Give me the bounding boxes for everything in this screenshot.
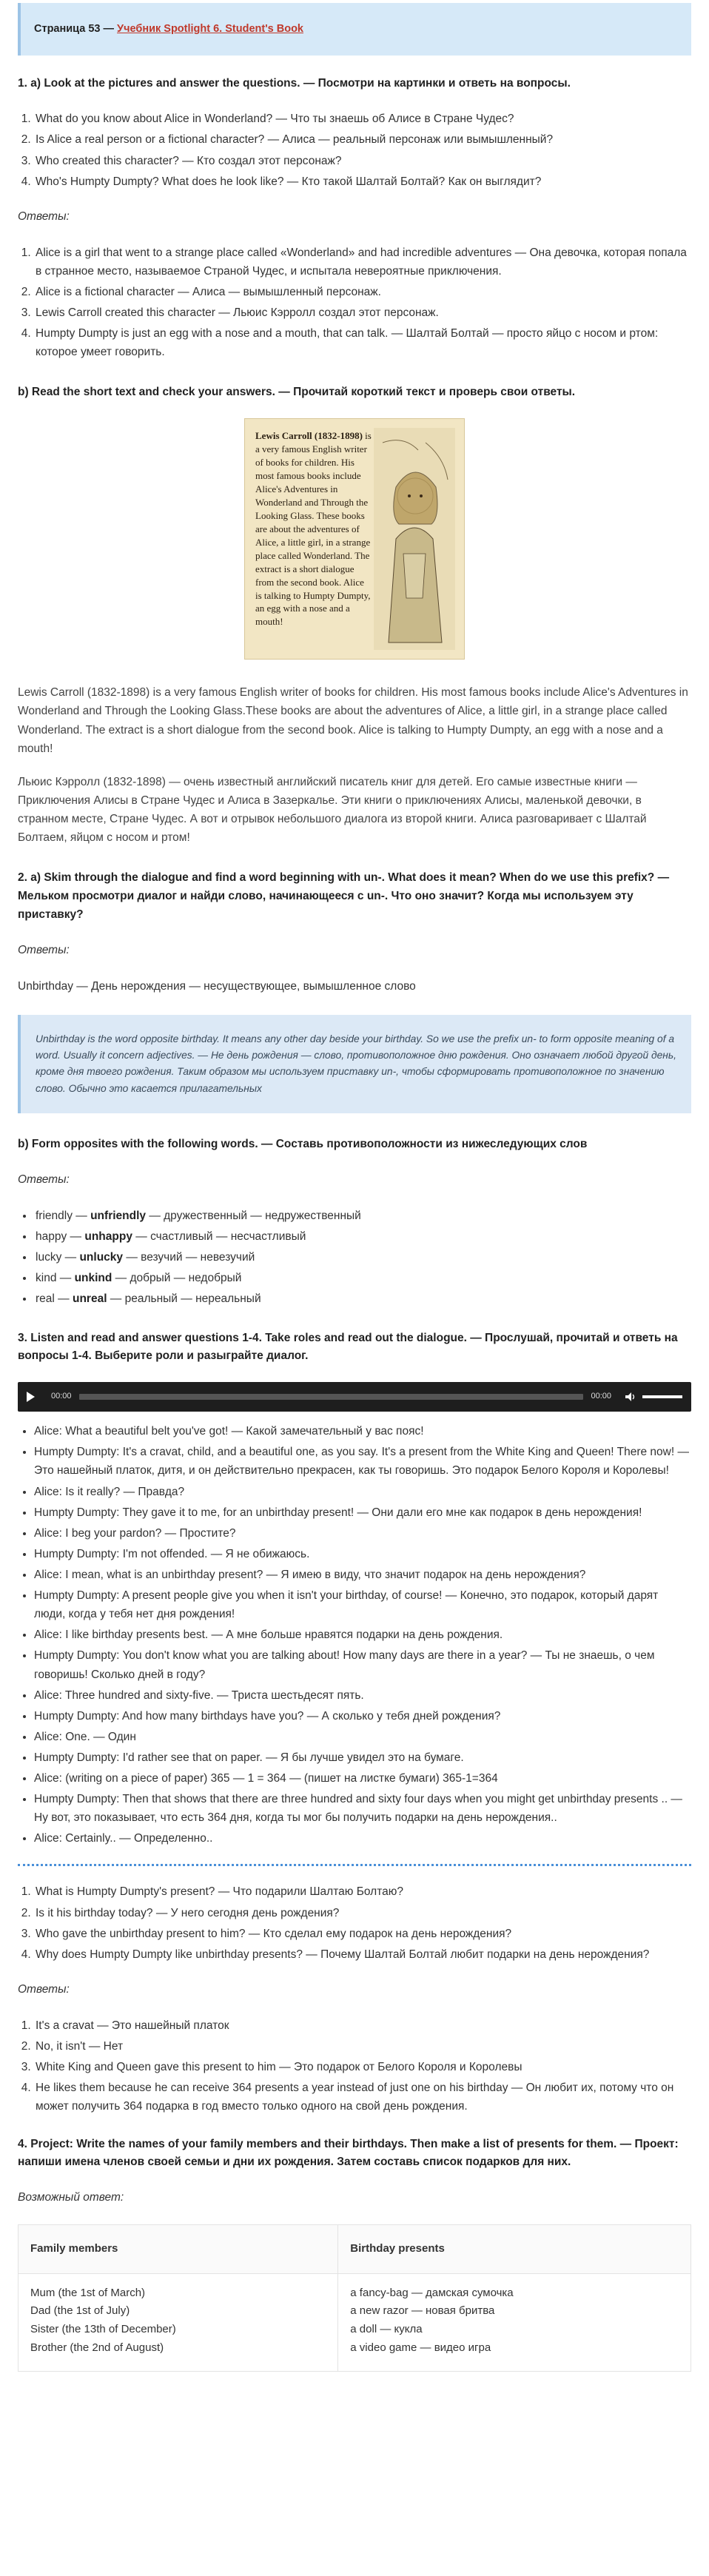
list-item: • friendly — unfriendly — дружественный — недружественный (34, 1207, 691, 1225)
presents-table (18, 2224, 691, 2371)
list-item: 3. Who created this character? — Кто создал этот персонаж? (34, 152, 691, 170)
list-item: • Humpty Dumpty: Then that shows that there are three hundred and sixty four days when you might get unbirthday presents .. — Ну вот, это показывает, что есть 364 дня, когда ты мог бы получить подарки на день нерождения.. (34, 1790, 691, 1827)
list-item: 3. Who gave the unbirthday present to him? — Кто сделал ему подарок на день нерождения? (34, 1925, 691, 1943)
task-1a-title: 1. a) Look at the pictures and answer the questions. — Посмотри на картинки и ответь на вопросы. (18, 77, 571, 90)
list-item: • Humpty Dumpty: You don't know what you are talking about! How many days are there in a year? — Ты не знаешь, о чем говоришь! Сколько дней в году? (34, 1646, 691, 1683)
list-item: • Alice: I mean, what is an unbirthday present? — Я имею в виду, что значит подарок на день нерождения? (34, 1566, 691, 1584)
task-3-answers (34, 2016, 691, 2116)
task-1a-questions (34, 110, 691, 190)
task-3-title: 3. Listen and read and answer questions 1-4. Take roles and read out the dialogue. — Прослушай, прочитай и ответь на вопросы 1-4. Выберите роли и разыграйте диалог. (18, 1331, 678, 1363)
play-icon[interactable] (27, 1392, 35, 1402)
figure-text-body: is a very famous English writer of books for children. His most famous books include Alice's Adventures in Wonderland and Through the Looking Glass. These books are about the adventures of Alice, a little girl, in a strange place called Wonderland. The extract is a short dialogue from the second book. Alice is talking to Humpty Dumpty, an egg with a nose and a mouth! (255, 430, 372, 628)
volume-slider[interactable] (642, 1395, 682, 1398)
list-item: 2. Is Alice a real person or a fictional character? — Алиса — реальный персонаж или вымышленный? (34, 130, 691, 149)
list-item: • lucky — unlucky — везучий — невезучий (34, 1248, 691, 1267)
page-label: Страница 53 — (34, 23, 115, 35)
possible-answer-label: Возможный ответ: (18, 2191, 124, 2204)
task-1b-title: b) Read the short text and check your answers. — Прочитай короткий текст и проверь свои ответы. (18, 386, 576, 399)
task-2b-title: b) Form opposites with the following words. — Составь противоположности из нижеследующих слов (18, 1138, 588, 1151)
list-item: • kind — unkind — добрый — недобрый (34, 1269, 691, 1287)
dialogue-list (34, 1422, 691, 1848)
list-item: 1. What is Humpty Dumpty's present? — Что подарили Шалтаю Болтаю? (34, 1882, 691, 1901)
opposites-list (34, 1207, 691, 1309)
paragraph-ru: Льюис Кэрролл (1832-1898) — очень известный английский писатель книг для детей. Его самые известные книги — Приключения Алисы в Стране Чудес и Алиса в Зазеркалье. Эти книги о приключениях Алисы, маленькой девочки, в странном месте, Стране Чудес. А вот и отрывок небольшого диалога из второй книги. Алиса разговаривает с Шалтай Болтаем, яйцом с носом и ртом! (18, 775, 647, 845)
list-item: • Humpty Dumpty: I'm not offended. — Я не обижаюсь. (34, 1545, 691, 1563)
table-header: Birthday presents (338, 2225, 691, 2273)
list-item: • happy — unhappy — счастливый — несчастливый (34, 1227, 691, 1246)
volume-icon[interactable] (625, 1392, 636, 1402)
list-item: 1. Alice is a girl that went to a strange place called «Wonderland» and had incredible adventures — Она девочка, которая попала в странное место, называемое Страной Чудес, и испытала невероятные приключения. (34, 244, 691, 281)
task-2a-answer: Unbirthday — День нерождения — несуществующее, вымышленное слово (18, 979, 416, 993)
book-link[interactable]: Учебник Spotlight 6. Student's Book (117, 23, 303, 35)
list-item: • Alice: One. — Один (34, 1728, 691, 1746)
list-item: • real — unreal — реальный — нереальный (34, 1289, 691, 1308)
figure-text (255, 429, 372, 628)
list-item: 1. It's a cravat — Это нашейный платок (34, 2016, 691, 2035)
list-item: 2. Is it his birthday today? — У него сегодня день рождения? (34, 1904, 691, 1922)
dotted-divider (18, 1864, 691, 1866)
list-item: 3. White King and Queen gave this present to him — Это подарок от Белого Короля и Королевы (34, 2058, 691, 2076)
list-item: • Humpty Dumpty: It's a cravat, child, and a beautiful one, as you say. It's a present from the White King and Queen! There now! — Это нашейный платок, дитя, и он действительно прекрасен, как ты говоришь. Это подарок Белого Короля и Королевы! (34, 1443, 691, 1480)
task-3-questions (34, 1882, 691, 1963)
list-item: • Humpty Dumpty: I'd rather see that on paper. — Я бы лучше увидел это на бумаге. (34, 1748, 691, 1767)
list-item: 4. Why does Humpty Dumpty like unbirthday presents? — Почему Шалтай Болтай любит подарки на день нерождения? (34, 1945, 691, 1964)
table-row (19, 2273, 691, 2371)
list-item: 3. Lewis Carroll created this character — Льюис Кэрролл создал этот персонаж. (34, 303, 691, 322)
figure-text-bold: Lewis Carroll (1832-1898) (255, 430, 363, 442)
list-item: 4. He likes them because he can receive 364 presents a year instead of just one on his birthday — Он любит их, потому что он может получить 364 подарка в год вместо только одного на свой день рождения. (34, 2079, 691, 2116)
note-box: Unbirthday is the word opposite birthday. It means any other day beside your birthday. So we use the prefix un- to form opposite meaning of a word. Usually it concern adjectives. — Не день рождения — слово, противоположное дню рождения. Оно означает любой другой день, кроме дня твоего рождения. Таким образом мы используем приставку un-, чтобы сформировать противоположное по значению слово. Обычно это касается прилагательных (18, 1015, 691, 1113)
list-item: • Alice: Certainly.. — Определенно.. (34, 1829, 691, 1848)
list-item: • Alice: I like birthday presents best. — А мне больше нравятся подарки на день рождения. (34, 1626, 691, 1644)
answers-label: Ответы: (18, 209, 70, 223)
audio-progress-track[interactable] (79, 1394, 584, 1400)
list-item: • Alice: Is it really? — Правда? (34, 1483, 691, 1501)
list-item: • Alice: What a beautiful belt you've got! — Какой замечательный у вас пояс! (34, 1422, 691, 1440)
task-2a-title: 2. a) Skim through the dialogue and find a word beginning with un-. What does it mean? When do we use this prefix? — Мельком просмотри диалог и найди слово, начинающееся с un-. Что оно значит? Когда мы используем эту приставку? (18, 871, 670, 921)
task-1a-answers (34, 244, 691, 362)
list-item: 2. Alice is a fictional character — Алиса — вымышленный персонаж. (34, 283, 691, 301)
birthday-presents-cell: a fancy-bag — дамская сумочка a new razor — новая бритва a doll — кукла a video game — видео игра (338, 2273, 691, 2371)
textbook-figure (244, 418, 465, 660)
audio-time-end: 00:00 (591, 1392, 611, 1401)
family-members-cell: Mum (the 1st of March) Dad (the 1st of July) Sister (the 13th of December) Brother (the 2nd of August) (19, 2273, 338, 2371)
alice-illustration-icon (374, 428, 455, 650)
paragraph-en: Lewis Carroll (1832-1898) is a very famous English writer of books for children. His most famous books include Alice's Adventures in Wonderland and Through the Looking Glass.These books are about the adventures of Alice, a little girl, in a strange place called Wonderland. The extract is a short dialogue from the second book. Alice is talking to Humpty Dumpty, an egg with a nose and a mouth! (18, 686, 688, 755)
list-item: • Alice: I beg your pardon? — Простите? (34, 1524, 691, 1543)
table-header: Family members (19, 2225, 338, 2273)
list-item: • Humpty Dumpty: And how many birthdays have you? — А сколько у тебя дней рождения? (34, 1707, 691, 1725)
list-item: 1. What do you know about Alice in Wonderland? — Что ты знаешь об Алисе в Стране Чудес? (34, 110, 691, 128)
list-item: 2. No, it isn't — Нет (34, 2037, 691, 2056)
list-item: • Humpty Dumpty: They gave it to me, for an unbirthday present! — Они дали его мне как подарок в день нерождения! (34, 1503, 691, 1522)
list-item: • Humpty Dumpty: A present people give you when it isn't your birthday, of course! — Конечно, это подарок, который дарят люди, когда у тебя нет дня рождения! (34, 1586, 691, 1623)
list-item: • Alice: Three hundred and sixty-five. — Триста шестьдесят пять. (34, 1686, 691, 1705)
answers-label: Ответы: (18, 943, 70, 956)
answers-label: Ответы: (18, 1173, 70, 1186)
list-item: 4. Humpty Dumpty is just an egg with a nose and a mouth, that can talk. — Шалтай Болтай — просто яйцо с носом и ртом: которое умеет говорить. (34, 324, 691, 361)
audio-time-start: 00:00 (51, 1392, 72, 1401)
table-header-row (19, 2225, 691, 2273)
list-item: • Alice: (writing on a piece of paper) 365 — 1 = 364 — (пишет на листке бумаги) 365-1=364 (34, 1769, 691, 1788)
task-4-title: 4. Project: Write the names of your family members and their birthdays. Then make a list of presents for them. — Проект: напиши имена членов своей семьи и дни их рождения. Затем составь список подарков для них. (18, 2137, 679, 2169)
audio-player (18, 1382, 691, 1412)
answers-label: Ответы: (18, 1982, 70, 1996)
page-header (18, 3, 691, 56)
list-item: 4. Who's Humpty Dumpty? What does he look like? — Кто такой Шалтай Болтай? Как он выглядит? (34, 172, 691, 191)
